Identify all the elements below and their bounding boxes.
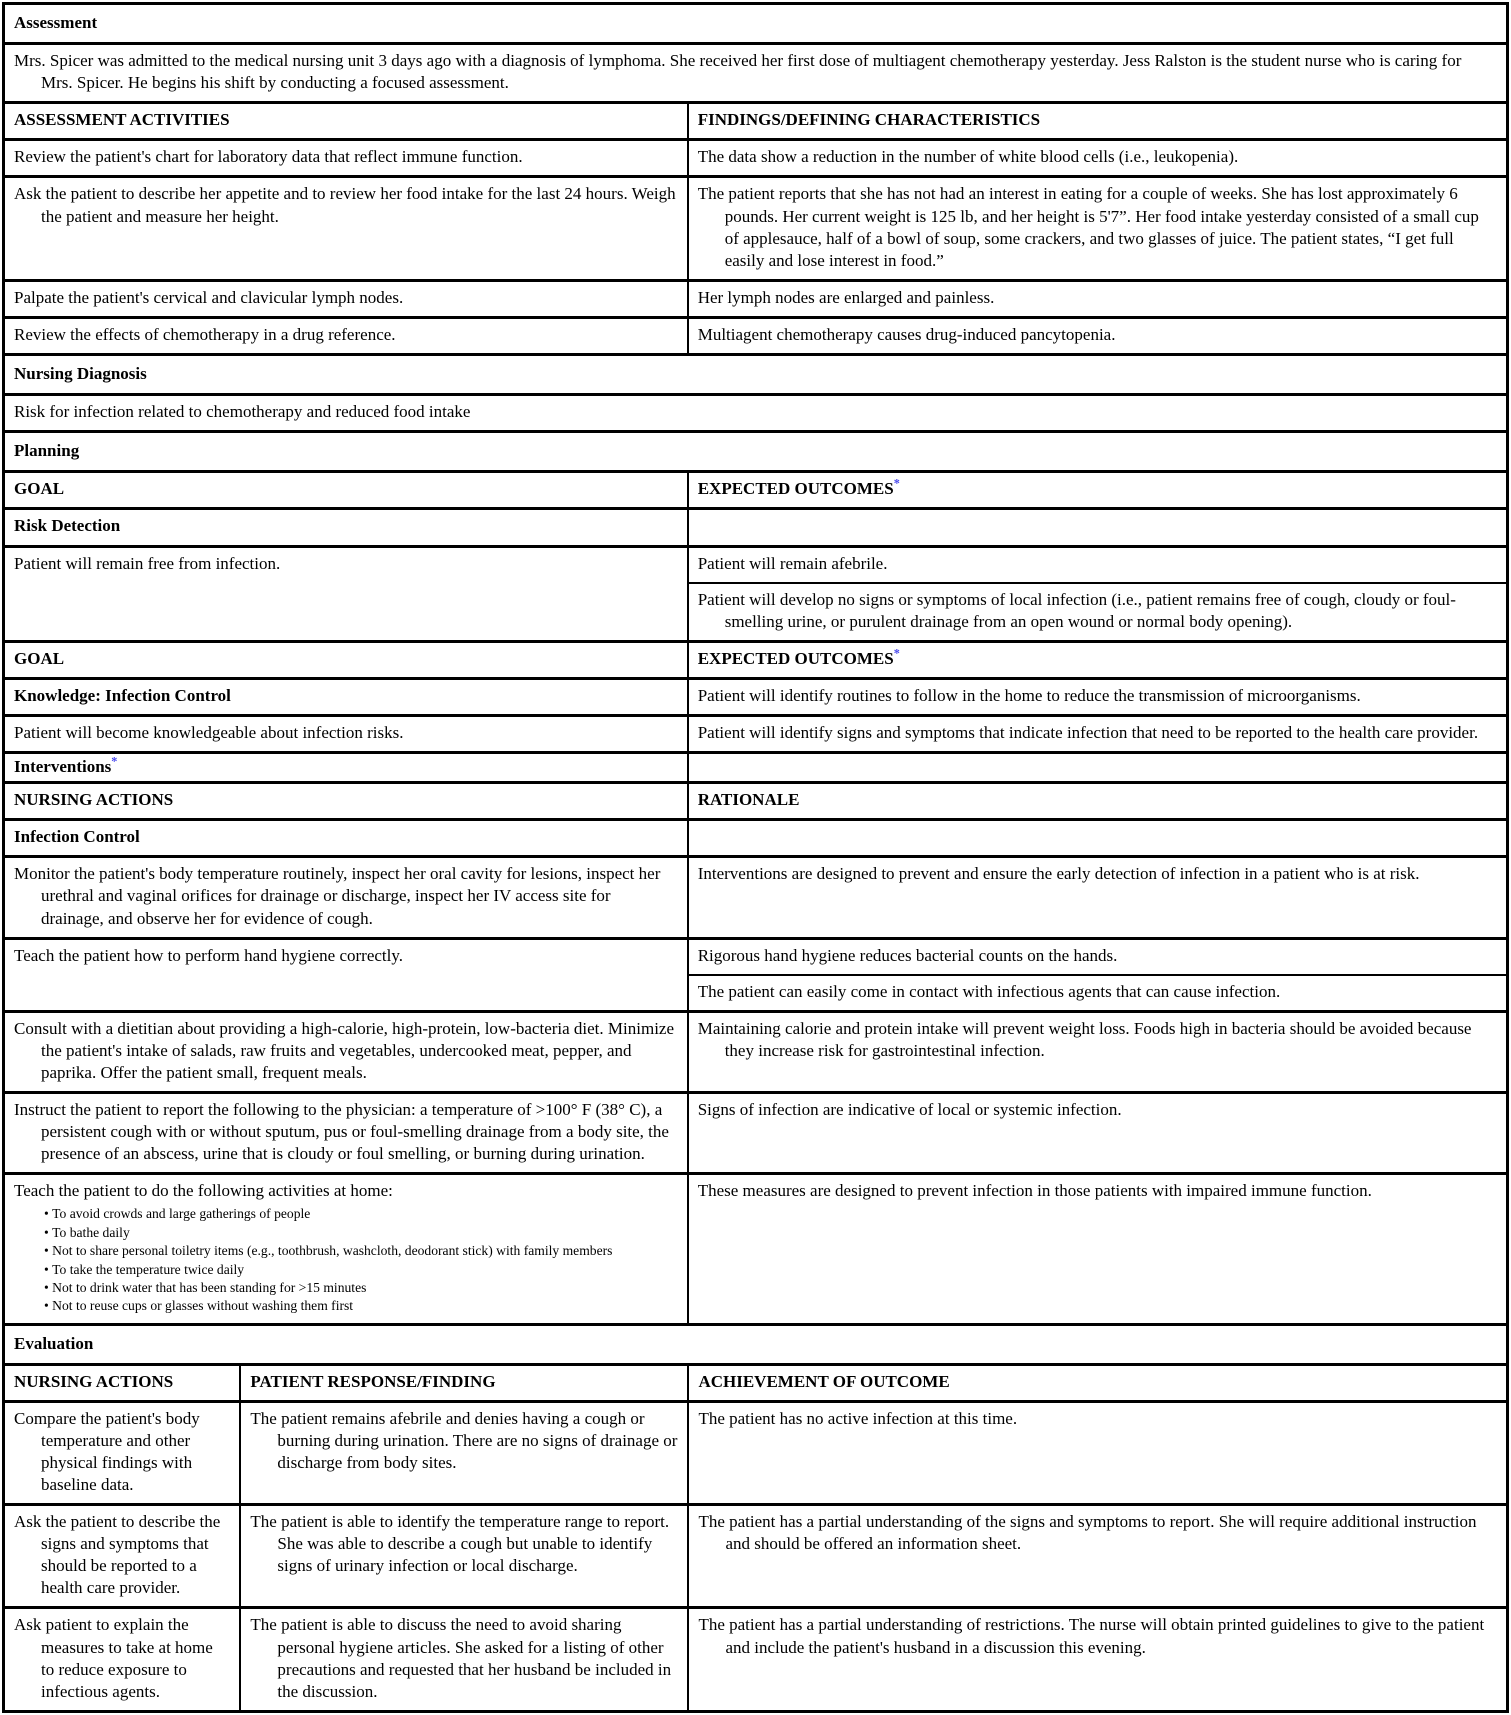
goal-header-row	[5, 640, 1506, 677]
table-row	[5, 545, 1506, 640]
empty-cell	[689, 821, 1506, 855]
findings-header: FINDINGS/DEFINING CHARACTERISTICS	[697, 110, 1041, 130]
table-row	[5, 1010, 1506, 1091]
eval-response-text: The patient is able to identify the temperature range to report. She was able to describe a cough but unable to identify signs of urinary infection or local discharge.	[250, 1512, 670, 1576]
list-item: • To take the temperature twice daily	[44, 1261, 677, 1279]
rationale-text: Maintaining calorie and protein intake will prevent weight loss. Foods high in bacteria should be avoided because they increase risk for gastrointestinal infection.	[697, 1018, 1472, 1060]
empty-cell	[689, 510, 1506, 544]
activity-text: Palpate the patient's cervical and clavicular lymph nodes.	[14, 287, 404, 307]
footnote-asterisk-link[interactable]: *	[893, 476, 900, 491]
expected-outcomes-label: EXPECTED OUTCOMES	[697, 648, 894, 668]
eval-response-text: The patient is able to discuss the need to avoid sharing personal hygiene articles. She asked for a listing of other precautions and requested that her husband be included in the discussion.	[250, 1615, 672, 1701]
rationale-text: The patient can easily come in contact with infectious agents that can cause infection.	[697, 981, 1281, 1001]
expected-outcomes-header	[689, 473, 1506, 507]
eval-achievement-text: The patient has no active infection at this time.	[698, 1408, 1018, 1428]
evaluation-header-row	[5, 1363, 1506, 1400]
interventions-subheading-row	[5, 818, 1506, 855]
section-heading-interventions	[5, 754, 689, 781]
eval-achievement-text: The patient has a partial understanding of the signs and symptoms to report. She will require additional instruction and should be offered an information sheet.	[698, 1512, 1477, 1554]
table-row	[5, 1172, 1506, 1322]
home-activities-list	[14, 1205, 677, 1315]
activity-text: Ask the patient to describe her appetite and to review her food intake for the last 24 hours. Weigh the patient and measure her height.	[14, 184, 676, 226]
table-row	[5, 937, 1506, 1010]
action-text: Teach the patient how to perform hand hygiene correctly.	[14, 945, 404, 965]
nursing-actions-header: NURSING ACTIONS	[5, 784, 689, 818]
rationale-text: Rigorous hand hygiene reduces bacterial counts on the hands.	[697, 945, 1118, 965]
activity-text: Review the effects of chemotherapy in a drug reference.	[14, 324, 396, 344]
expected-outcomes-label: EXPECTED OUTCOMES	[697, 479, 894, 499]
goal-text: Patient will become knowledgeable about infection risks.	[14, 722, 404, 742]
goal-header-row	[5, 470, 1506, 507]
empty-cell	[689, 754, 1506, 781]
eval-action-text: Ask patient to explain the measures to take at home to reduce exposure to infectious agents.	[14, 1615, 213, 1701]
table-row	[5, 855, 1506, 936]
table-row	[5, 1091, 1506, 1172]
table-row	[5, 175, 1506, 278]
list-item: • Not to reuse cups or glasses without washing them first	[44, 1297, 677, 1315]
assessment-header-row	[5, 101, 1506, 138]
action-text: Instruct the patient to report the following to the physician: a temperature of >100° F (38° C), a persistent cough with or without sputum, pus or foul-smelling drainage from a body site, the presence of an abscess, urine that is cloudy or foul smelling, or burning during urination.	[14, 1100, 669, 1164]
action-text: Monitor the patient's body temperature routinely, inspect her oral cavity for lesions, inspect her urethral and vaginal orifices for drainage or discharge, inspect her IV access site for drainage, and observe her for evidence of cough.	[14, 864, 661, 928]
list-item: • To avoid crowds and large gatherings of people	[44, 1205, 677, 1223]
list-item: • Not to drink water that has been standing for >15 minutes	[44, 1279, 677, 1297]
eval-nursing-actions-header: NURSING ACTIONS	[5, 1366, 241, 1400]
section-heading-nursing-diagnosis: Nursing Diagnosis	[5, 353, 1506, 393]
interventions-label: Interventions	[14, 757, 112, 777]
activity-text: Review the patient's chart for laboratory data that reflect immune function.	[14, 147, 523, 167]
action-text: Consult with a dietitian about providing a high-calorie, high-protein, low-bacteria diet. Minimize the patient's intake of salads, raw fruits and vegetables, undercooked meat, pepper, and paprika. Offer the patient small, frequent meals.	[14, 1018, 675, 1082]
finding-text: The patient reports that she has not had an interest in eating for a couple of weeks. She has lost approximately 6 pounds. Her current weight is 125 lb, and her height is 5'7”. Her food intake yesterday consisted of a small cup of applesauce, half of a bowl of soup, some crackers, and two glasses of juice. The patient states, “I get full easily and lose interest in food.”	[697, 184, 1479, 270]
outcome-text: Patient will identify routines to follow in the home to reduce the transmission of microorganisms.	[697, 685, 1361, 705]
table-row	[5, 316, 1506, 353]
eval-action-text: Compare the patient's body temperature and other physical findings with baseline data.	[14, 1408, 200, 1494]
expected-outcomes-header	[689, 643, 1506, 677]
risk-detection-subheading: Risk Detection	[5, 510, 689, 544]
outcome-text: Patient will remain afebrile.	[697, 553, 888, 573]
rationale-text: Signs of infection are indicative of local or systemic infection.	[697, 1100, 1122, 1120]
knowledge-subheading: Knowledge: Infection Control	[5, 680, 689, 714]
rationale-text: Interventions are designed to prevent and ensure the early detection of infection in a patient who is at risk.	[697, 864, 1420, 884]
finding-text: Multiagent chemotherapy causes drug-induced pancytopenia.	[697, 324, 1116, 344]
footnote-asterisk-link[interactable]: *	[111, 754, 118, 769]
section-heading-assessment: Assessment	[14, 13, 98, 32]
outcome-text: Patient will identify signs and symptoms that indicate infection that need to be reported to the health care provider.	[697, 722, 1479, 742]
assessment-intro-text: Mrs. Spicer was admitted to the medical nursing unit 3 days ago with a diagnosis of lymphoma. She received her first dose of multiagent chemotherapy yesterday. Jess Ralston is the student nurse who is caring for Mrs. Spicer. He begins his shift by conducting a focused assessment.	[14, 51, 1462, 93]
nursing-care-plan-table	[2, 2, 1509, 1713]
goal-subheading-row	[5, 677, 1506, 714]
table-row	[5, 714, 1506, 751]
eval-action-text: Ask the patient to describe the signs and symptoms that should be reported to a health care provider.	[14, 1512, 221, 1598]
rationale-text: These measures are designed to prevent infection in those patients with impaired immune function.	[697, 1181, 1372, 1201]
rationale-header: RATIONALE	[697, 790, 800, 810]
assessment-activities-header: ASSESSMENT ACTIVITIES	[5, 104, 689, 138]
section-heading-evaluation: Evaluation	[5, 1323, 1506, 1363]
section-heading-planning: Planning	[5, 430, 1506, 470]
list-item: • Not to share personal toiletry items (e.g., toothbrush, washcloth, deodorant stick) with family members	[44, 1242, 677, 1260]
nursing-diagnosis-row	[5, 393, 1506, 430]
table-row	[5, 138, 1506, 175]
table-row	[5, 1400, 1506, 1503]
finding-text: Her lymph nodes are enlarged and painless.	[697, 287, 995, 307]
interventions-header-row	[5, 781, 1506, 818]
section-heading-interventions-row	[5, 751, 1506, 781]
action-text: Teach the patient to do the following activities at home:	[14, 1181, 393, 1201]
goal-header: GOAL	[5, 643, 689, 677]
eval-achievement-text: The patient has a partial understanding of restrictions. The nurse will obtain printed guidelines to give to the patient and include the patient's husband in a discussion this evening.	[698, 1615, 1485, 1657]
finding-text: The data show a reduction in the number of white blood cells (i.e., leukopenia).	[697, 147, 1239, 167]
goal-header: GOAL	[5, 473, 689, 507]
goal-text: Patient will remain free from infection.	[14, 553, 281, 573]
goal-subheading-row	[5, 507, 1506, 544]
eval-achievement-header: ACHIEVEMENT OF OUTCOME	[698, 1371, 950, 1391]
outcome-text: Patient will develop no signs or symptoms of local infection (i.e., patient remains free of cough, cloudy or foul-smelling urine, or purulent drainage from an open wound or normal body opening).	[697, 589, 1456, 631]
table-row	[5, 1606, 1506, 1709]
eval-response-header: PATIENT RESPONSE/FINDING	[241, 1366, 689, 1400]
infection-control-subheading: Infection Control	[5, 821, 689, 855]
eval-response-text: The patient remains afebrile and denies having a cough or burning during urination. There are no signs of drainage or discharge from body sites.	[250, 1408, 678, 1472]
list-item: • To bathe daily	[44, 1224, 677, 1242]
footnote-asterisk-link[interactable]: *	[893, 646, 900, 661]
assessment-intro-row	[5, 42, 1506, 101]
nursing-diagnosis-text: Risk for infection related to chemotherapy and reduced food intake	[14, 402, 471, 422]
table-row	[5, 1503, 1506, 1606]
table-row	[5, 279, 1506, 316]
